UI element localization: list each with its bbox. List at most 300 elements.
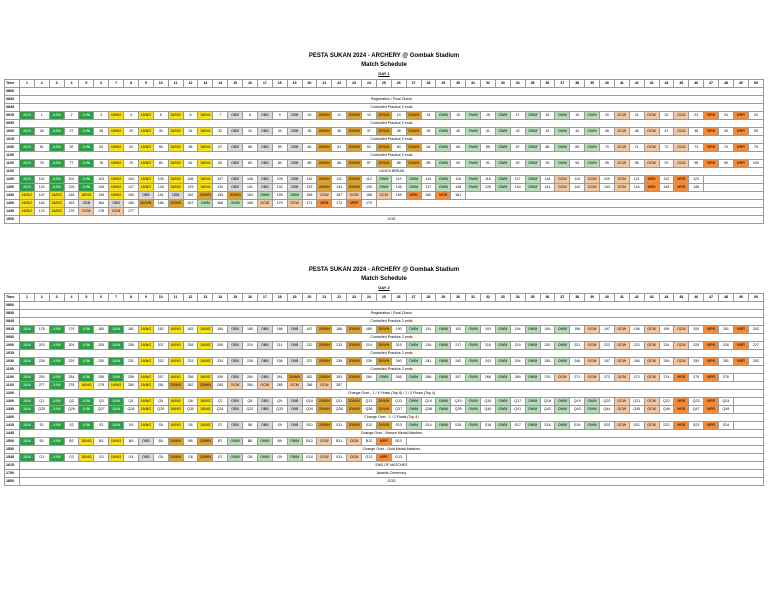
schedule-row — [5, 358, 764, 366]
category-cell: OCM — [674, 144, 689, 152]
target-number-20: 20 — [302, 294, 317, 302]
category-cell: OCM — [614, 374, 629, 382]
match-number-cell: 189 — [362, 326, 377, 334]
category-cell: OWM — [376, 184, 391, 192]
match-number-cell: 199 — [659, 326, 674, 334]
match-number-cell: 14 — [421, 112, 436, 120]
category-cell: OWM — [466, 160, 481, 168]
target-number-48: 48 — [719, 80, 734, 88]
empty-cell — [376, 200, 763, 208]
category-cell: JUNI — [109, 342, 124, 350]
category-cell: JUNI — [19, 382, 34, 390]
category-cell: OCM — [644, 406, 659, 414]
time-cell: 1000 — [5, 342, 20, 350]
target-number-17: 17 — [257, 294, 272, 302]
match-number-cell: 50 — [748, 128, 763, 136]
match-number-cell: 139 — [481, 184, 496, 192]
category-cell: MRR — [733, 358, 748, 366]
target-number-12: 12 — [183, 294, 198, 302]
match-number-cell: 107 — [213, 176, 228, 184]
match-number-cell: B9 — [272, 438, 287, 446]
match-number-cell: 252 — [748, 358, 763, 366]
category-cell: OCW — [614, 342, 629, 350]
category-cell: JUNI — [79, 358, 94, 366]
category-cell: 20/WN — [317, 184, 332, 192]
match-number-cell: 9 — [272, 112, 287, 120]
category-cell: OCW — [644, 160, 659, 168]
category-cell: OWM — [406, 406, 421, 414]
category-cell: MRR — [704, 422, 719, 430]
match-number-cell: 108 — [243, 176, 258, 184]
match-number-cell: 48 — [689, 128, 704, 136]
match-number-cell: 116 — [481, 176, 496, 184]
target-number-1: 1 — [19, 80, 34, 88]
match-number-cell: 27 — [64, 128, 79, 136]
category-cell: 20/WN — [317, 128, 332, 136]
category-cell: OCW — [317, 438, 332, 446]
match-number-cell: 44 — [570, 128, 585, 136]
session-label: GOD — [19, 478, 763, 486]
schedule-row — [5, 200, 764, 208]
category-cell: 16/NG — [198, 374, 213, 382]
match-number-cell: Q46 — [659, 406, 674, 414]
category-cell: OWM — [555, 112, 570, 120]
category-cell: OWM — [495, 358, 510, 366]
category-cell: OCW — [644, 128, 659, 136]
target-number-16: 16 — [243, 80, 258, 88]
match-number-cell: 267 — [451, 374, 466, 382]
time-cell: 1500 — [5, 216, 20, 224]
match-number-cell: 281 — [153, 382, 168, 390]
category-cell: OCW — [555, 176, 570, 184]
category-cell: OBB — [228, 326, 243, 334]
match-number-cell: 242 — [451, 358, 466, 366]
match-number-cell: 214 — [362, 342, 377, 350]
match-number-cell: 266 — [421, 374, 436, 382]
target-number-2: 2 — [34, 80, 49, 88]
time-cell: 1530 — [5, 446, 20, 454]
category-cell: JUNI — [109, 326, 124, 334]
empty-cell — [733, 398, 763, 406]
match-number-cell: 97 — [659, 160, 674, 168]
match-number-cell: 273 — [629, 374, 644, 382]
category-cell: OWM — [436, 342, 451, 350]
match-number-cell: 218 — [481, 342, 496, 350]
category-cell: 20/WN — [376, 160, 391, 168]
schedule-row — [5, 88, 764, 96]
session-label: LUNCH BREAK — [19, 168, 763, 176]
match-number-cell: 150 — [124, 192, 139, 200]
category-cell: OBB — [79, 200, 94, 208]
empty-cell — [733, 374, 763, 382]
category-cell: JUNI — [19, 144, 34, 152]
time-cell: 0915 — [5, 112, 20, 120]
match-number-cell: 176 — [94, 208, 109, 216]
category-cell: 16/NG — [109, 176, 124, 184]
category-cell: 16/NG — [198, 112, 213, 120]
category-cell: OCM — [287, 382, 302, 390]
match-number-cell: 19 — [570, 112, 585, 120]
category-cell: OCM — [644, 398, 659, 406]
match-number-cell: 219 — [510, 342, 525, 350]
schedule-row — [5, 160, 764, 168]
category-cell: OWM — [495, 160, 510, 168]
session-label: GOD — [19, 216, 763, 224]
match-number-cell: 98 — [689, 160, 704, 168]
match-number-cell: Q8 — [243, 398, 258, 406]
match-number-cell: 57 — [213, 144, 228, 152]
match-number-cell: 164 — [94, 200, 109, 208]
category-cell: OCM — [347, 438, 362, 446]
category-cell: OBB — [287, 144, 302, 152]
time-cell: 1130 — [5, 382, 20, 390]
match-number-cell: Q7 — [213, 398, 228, 406]
match-number-cell: S10 — [302, 422, 317, 430]
time-cell: 1015 — [5, 350, 20, 358]
match-number-cell: 221 — [570, 342, 585, 350]
category-cell: 16/NG — [109, 382, 124, 390]
category-cell: OWM — [287, 192, 302, 200]
target-number-7: 7 — [109, 294, 124, 302]
category-cell: 16/NG — [138, 406, 153, 414]
category-cell: OCW — [614, 112, 629, 120]
match-number-cell: G10 — [302, 454, 317, 462]
match-number-cell: 204 — [64, 342, 79, 350]
target-number-28: 28 — [421, 80, 436, 88]
match-number-cell: 144 — [629, 184, 644, 192]
category-cell: OWM — [585, 144, 600, 152]
category-cell: 20/WN — [347, 358, 362, 366]
category-cell: 16/NG — [198, 144, 213, 152]
category-cell: JUNI — [49, 184, 64, 192]
category-cell: OBB — [228, 406, 243, 414]
category-cell: OBB — [257, 112, 272, 120]
match-number-cell: 194 — [510, 326, 525, 334]
match-number-cell: G6 — [183, 454, 198, 462]
category-cell: OWM — [495, 128, 510, 136]
category-cell: OCW — [614, 128, 629, 136]
match-number-cell: 229 — [64, 358, 79, 366]
category-cell: OCW — [347, 192, 362, 200]
category-cell: OWM — [436, 160, 451, 168]
match-number-cell: 235 — [243, 358, 258, 366]
schedule-row — [5, 398, 764, 406]
time-cell: 1800 — [5, 478, 20, 486]
match-number-cell: 245 — [540, 358, 555, 366]
category-cell: 20/WN — [406, 112, 421, 120]
match-number-cell: 61 — [332, 144, 347, 152]
match-number-cell: 95 — [600, 160, 615, 168]
target-number-43: 43 — [644, 294, 659, 302]
category-cell: 16/NG — [109, 438, 124, 446]
category-cell: 16/NG — [168, 184, 183, 192]
empty-cell — [704, 184, 764, 192]
category-cell: OWM — [525, 326, 540, 334]
match-number-cell: G13 — [391, 454, 406, 462]
target-number-5: 5 — [79, 294, 94, 302]
category-cell: OWM — [436, 326, 451, 334]
category-cell: OWM — [436, 422, 451, 430]
match-number-cell: 186 — [272, 326, 287, 334]
match-number-cell: 136 — [391, 184, 406, 192]
time-cell: 1615 — [5, 462, 20, 470]
match-number-cell: 23 — [689, 112, 704, 120]
match-number-cell: Q11 — [332, 398, 347, 406]
match-number-cell: 1 — [34, 112, 49, 120]
category-cell: JUNI — [19, 326, 34, 334]
match-number-cell: 275 — [689, 374, 704, 382]
category-cell: MRR — [347, 200, 362, 208]
match-number-cell: 178 — [34, 326, 49, 334]
category-cell: 20/WN — [287, 374, 302, 382]
category-cell: 20/WN — [168, 454, 183, 462]
schedule-row — [5, 366, 764, 374]
category-cell: 20/WN — [198, 438, 213, 446]
time-cell: 1105 — [5, 152, 20, 160]
category-cell: JUNI — [79, 406, 94, 414]
target-number-35: 35 — [525, 294, 540, 302]
match-number-cell: 211 — [272, 342, 287, 350]
match-number-cell: 146 — [689, 184, 704, 192]
match-number-cell: 2 — [64, 112, 79, 120]
target-number-22: 22 — [332, 294, 347, 302]
match-number-cell: S19 — [570, 422, 585, 430]
match-number-cell: Q28 — [124, 406, 139, 414]
category-cell: OCM — [644, 422, 659, 430]
match-number-cell: 192 — [451, 326, 466, 334]
target-number-15: 15 — [228, 294, 243, 302]
category-cell: MRB — [704, 326, 719, 334]
category-cell: OWM — [436, 128, 451, 136]
category-cell: 20/WN — [347, 326, 362, 334]
time-cell: 1545 — [5, 454, 20, 462]
target-number-24: 24 — [362, 80, 377, 88]
schedule-row — [5, 350, 764, 358]
match-number-cell: 224 — [659, 342, 674, 350]
match-number-cell: 39 — [421, 128, 436, 136]
category-cell: 16/NG — [138, 422, 153, 430]
category-cell: OBB — [257, 342, 272, 350]
category-cell: OCW — [585, 176, 600, 184]
target-number-33: 33 — [495, 80, 510, 88]
target-number-18: 18 — [272, 80, 287, 88]
category-cell: JUNI — [19, 184, 34, 192]
match-number-cell: 22 — [659, 112, 674, 120]
empty-cell — [347, 382, 764, 390]
category-cell: OCW — [614, 406, 629, 414]
match-number-cell: 168 — [213, 200, 228, 208]
target-number-15: 15 — [228, 80, 243, 88]
category-cell: OCW — [555, 374, 570, 382]
category-cell: MRR — [704, 398, 719, 406]
category-cell: OBB — [257, 128, 272, 136]
match-number-cell: 47 — [659, 128, 674, 136]
schedule-row — [5, 104, 764, 112]
match-number-cell: Q38 — [421, 406, 436, 414]
match-number-cell: 3 — [94, 112, 109, 120]
category-cell: 16/NG — [168, 128, 183, 136]
category-cell: OCW — [585, 184, 600, 192]
target-number-19: 19 — [287, 80, 302, 88]
match-number-cell: 114 — [421, 176, 436, 184]
category-cell: 16/NG — [109, 144, 124, 152]
category-cell: 16/NG — [109, 454, 124, 462]
match-number-cell: 248 — [629, 358, 644, 366]
match-number-cell: 70 — [600, 144, 615, 152]
schedule-row — [5, 390, 764, 398]
match-number-cell: 52 — [64, 144, 79, 152]
category-cell: JUNI — [79, 398, 94, 406]
match-number-cell: 215 — [391, 342, 406, 350]
match-number-cell: 277 — [34, 382, 49, 390]
time-header: Time — [5, 294, 20, 302]
match-number-cell: 104 — [124, 176, 139, 184]
category-cell: OWM — [495, 422, 510, 430]
category-cell: 20/WN — [168, 438, 183, 446]
session-label: Controlled Practice 2 ends — [19, 318, 763, 326]
category-cell: JUNI — [49, 374, 64, 382]
category-cell: OWM — [585, 160, 600, 168]
schedule-row — [5, 406, 764, 414]
match-number-cell: 180 — [94, 326, 109, 334]
match-number-cell: 5 — [153, 112, 168, 120]
match-number-cell: 182 — [153, 326, 168, 334]
category-cell: MRR — [376, 454, 391, 462]
category-cell: 16/NG — [198, 176, 213, 184]
match-number-cell: Q1 — [34, 398, 49, 406]
category-cell: JUNI — [19, 454, 34, 462]
category-cell: OWM — [525, 358, 540, 366]
match-number-cell: 181 — [124, 326, 139, 334]
target-number-50: 50 — [748, 294, 763, 302]
match-number-cell: 24 — [719, 112, 734, 120]
category-cell: OCM — [614, 184, 629, 192]
category-cell: 16/NG — [138, 144, 153, 152]
match-number-cell: Q33 — [272, 406, 287, 414]
category-cell: OCM — [674, 358, 689, 366]
match-number-cell: Q34 — [302, 406, 317, 414]
category-cell: OCW — [317, 192, 332, 200]
category-cell: OBB — [257, 406, 272, 414]
empty-cell — [406, 454, 763, 462]
match-number-cell: 272 — [600, 374, 615, 382]
match-number-cell: 246 — [570, 358, 585, 366]
match-number-cell: S14 — [421, 422, 436, 430]
match-number-cell: 226 — [719, 342, 734, 350]
match-number-cell: Q6 — [183, 398, 198, 406]
category-cell: OCW — [79, 208, 94, 216]
category-cell: JUNI — [49, 128, 64, 136]
time-cell: 0800 — [5, 88, 20, 96]
match-number-cell: 94 — [570, 160, 585, 168]
category-cell: 20/WN — [317, 342, 332, 350]
match-number-cell: S5 — [153, 422, 168, 430]
target-number-47: 47 — [704, 80, 719, 88]
schedule-row — [5, 216, 764, 224]
match-number-cell: 15 — [451, 112, 466, 120]
match-number-cell: 179 — [64, 326, 79, 334]
category-cell: OBB — [109, 200, 124, 208]
match-number-cell: Q23 — [689, 398, 704, 406]
category-cell: JUNI — [49, 438, 64, 446]
match-number-cell: 99 — [719, 160, 734, 168]
target-number-31: 31 — [466, 80, 481, 88]
target-number-39: 39 — [585, 80, 600, 88]
target-number-5: 5 — [79, 80, 94, 88]
schedule-row — [5, 96, 764, 104]
category-cell: 20/WN — [376, 112, 391, 120]
category-cell: 20/WN — [168, 382, 183, 390]
category-cell: 20/WN — [347, 398, 362, 406]
match-number-cell: 212 — [302, 342, 317, 350]
match-number-cell: 87 — [362, 160, 377, 168]
match-number-cell: 206 — [124, 342, 139, 350]
match-number-cell: 285 — [272, 382, 287, 390]
match-number-cell: 8 — [243, 112, 258, 120]
target-number-39: 39 — [585, 294, 600, 302]
match-number-cell: 172 — [332, 200, 347, 208]
category-cell: 16/NG — [198, 342, 213, 350]
match-number-cell: 269 — [510, 374, 525, 382]
match-number-cell: 203 — [34, 342, 49, 350]
match-number-cell: S8 — [243, 422, 258, 430]
match-number-cell: 32 — [213, 128, 228, 136]
category-cell: OWM — [525, 112, 540, 120]
category-cell: JUNI — [109, 358, 124, 366]
target-number-16: 16 — [243, 294, 258, 302]
category-cell: MRR — [436, 192, 451, 200]
category-cell: OCM — [674, 112, 689, 120]
match-number-cell: 166 — [153, 200, 168, 208]
target-number-30: 30 — [451, 294, 466, 302]
match-number-cell: Q10 — [302, 398, 317, 406]
category-cell: OBB — [138, 454, 153, 462]
target-number-50: 50 — [748, 80, 763, 88]
category-cell: JUNI — [79, 112, 94, 120]
session-label: Controlled Practice 2 ends — [19, 152, 763, 160]
match-number-cell: 18 — [540, 112, 555, 120]
target-number-32: 32 — [481, 80, 496, 88]
target-number-14: 14 — [213, 294, 228, 302]
category-cell: 20/WN — [376, 326, 391, 334]
category-cell: 16/NG — [19, 200, 34, 208]
session-label: Awards Ceremony — [19, 470, 763, 478]
match-number-cell: 233 — [183, 358, 198, 366]
match-number-cell: Q40 — [481, 406, 496, 414]
match-number-cell: 77 — [64, 160, 79, 168]
match-number-cell: 75 — [748, 144, 763, 152]
category-cell: 16/NG — [49, 200, 64, 208]
match-number-cell: 132 — [272, 184, 287, 192]
match-number-cell: 225 — [689, 342, 704, 350]
category-cell: 16/NG — [79, 192, 94, 200]
match-number-cell: 274 — [659, 374, 674, 382]
target-number-29: 29 — [436, 80, 451, 88]
category-cell: OWM — [406, 176, 421, 184]
match-number-cell: G1 — [34, 454, 49, 462]
time-cell: 1030 — [5, 144, 20, 152]
category-cell: JUNI — [19, 438, 34, 446]
time-cell: 1445 — [5, 430, 20, 438]
target-number-19: 19 — [287, 294, 302, 302]
target-number-13: 13 — [198, 294, 213, 302]
match-number-cell: 112 — [362, 176, 377, 184]
category-cell: OBB — [228, 144, 243, 152]
category-cell: 16/NG — [168, 358, 183, 366]
match-number-cell: 284 — [243, 382, 258, 390]
match-number-cell: 17 — [510, 112, 525, 120]
category-cell: 20/WN — [347, 160, 362, 168]
